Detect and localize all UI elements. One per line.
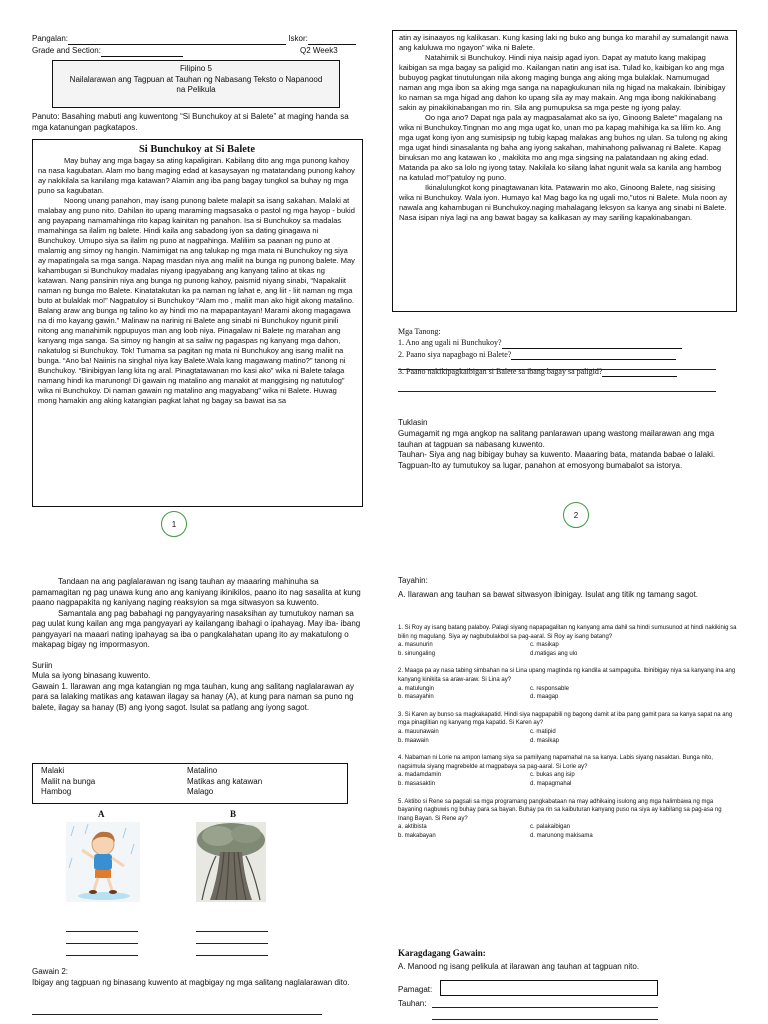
gawain-2-title: Gawain 2:: [32, 967, 69, 976]
options: [398, 685, 738, 702]
answer-blank[interactable]: [602, 369, 677, 377]
option[interactable]: b. masayahin: [398, 694, 434, 701]
gawain-2-text: Ibigay ang tagpuan ng binasang kuwento at magbigay ng mga salitang naglalarawan dito.: [32, 978, 350, 987]
word-list-col2: [187, 766, 339, 798]
option[interactable]: c. masikap: [530, 642, 559, 649]
answer-blank[interactable]: [32, 1014, 322, 1015]
options: [398, 641, 738, 658]
word: Hambog: [41, 787, 72, 797]
story-paragraph: Natahimik si Bunchukoy. Hindi niya naisip agad iyon. Dapat ay matuto kang makipag kaibigan sa mga bagay sa paligid mo. Kailangan natin ang isat isa. Tulad ko, kaibigan ko ang mga bubuyog pagkat tinutulungan nila akong maging bunga ang aking mga bulaklak. Namumugad naman ang mga ibon sa aking mga sanga na napagkukunan nila ng higad na makakain. Ibinibigay ko naman sa mga higad ang dahon ko upang sila ay may makain. Ang mga ibong nakikinabang sakin ay pinakikinabangan mo rin. Sila ang pumupuksa sa mga peste ng iyong palay.: [399, 53, 726, 112]
story-paragraph: atin ay isinaayos ng kalikasan. Kung kasing laki ng buko ang bunga ko marahil ay sumalangit nawa ang kaluluwa mo ngayon” wika ni Balete.: [399, 33, 729, 52]
option[interactable]: c. matipid: [530, 728, 556, 735]
answer-blank[interactable]: [398, 369, 716, 370]
story-paragraph: Oo nga ano? Dapat nga pala ay magpasalamat ako sa iyo, Ginoong Balete” magalang na wika ni Bunchukoy.Tingnan mo ang mga ugat ko, unan mo pa kapag mahihiga ka sa lilim ko. Ang mga ugat kong iyon ang sumisipsip ng tubig kapag malakas ang buhos ng ulan. Sa tulong ng aking mga ugat hindi sinasalanta ng baha ang iyong sakahan, mahinahong paliwanag ni Balete. Kapag binuksan mo ang katawan ko , makikita mo ang mga singsing na palatandaan ng aking edad. Matanda pa ako sa lolo ng iyong tatay. Nakilala ko silang lahat ngunit wala sa kanila ang hambog na katulad mo!”patuloy ng puno.: [399, 113, 728, 182]
answer-blank[interactable]: [502, 341, 682, 349]
tayahin-section: [398, 576, 738, 600]
question-1: 1. Ano ang ugali ni Bunchukoy?: [398, 337, 738, 348]
tayahin-items: [398, 624, 738, 840]
subject: Filipino 5: [179, 64, 212, 73]
story-box-1: [32, 139, 363, 507]
name-line: Pangalan: Iskor:: [32, 34, 362, 45]
word: Maliit na bunga: [41, 776, 96, 786]
option[interactable]: b. masasaktin: [398, 780, 436, 787]
option[interactable]: a. masunurin: [398, 642, 433, 649]
tayahin-instruction: A. Ilarawan ang tauhan sa bawat sitwasyon ibinigay. Isulat ang titik ng tamang sagot.: [398, 589, 699, 599]
option[interactable]: d. maagap: [530, 694, 559, 701]
options: [398, 771, 738, 788]
answer-blank-b1[interactable]: [196, 931, 268, 932]
page-number-2: 2: [563, 502, 589, 528]
option[interactable]: d. mapagmahal: [530, 780, 572, 787]
tayahin-title: Tayahin:: [398, 576, 428, 585]
tuklasin-title: Tuklasin: [398, 418, 428, 427]
week-label: Q2 Week3: [300, 46, 338, 55]
instruction: Panuto: Basahing mabuti ang kuwentong “Si Bunchukoy at si Balete” at maging handa sa mga katanungan pagkatapos.: [32, 112, 349, 132]
answer-blank-b3[interactable]: [196, 955, 268, 956]
option[interactable]: d. masikap: [530, 737, 560, 744]
tuklasin-line: Gumagamit ng mga angkop na salitang panlarawan upang wastong mailarawan ang mga tauhan at tagpuan sa nabasang kuwento.: [398, 428, 715, 449]
score-blank[interactable]: [308, 37, 356, 45]
options: [398, 823, 738, 840]
answer-blank-a3[interactable]: [66, 955, 138, 956]
question-item: 1. Si Roy ay isang batang palaboy. Palagi siyang napapagalitan ng kanyang ama dahil sa hindi sumusunod at hindi nakikinig sa bilin ng magulang. Siya ay nagbubulakbol sa pag-aaral. Si Roy ay isang batang? a. masunurin c. masikap b. sinungaling d.matigas ang ulo: [398, 625, 737, 657]
answer-blank[interactable]: [511, 352, 676, 360]
story-paragraph: Ikinalulungkot kong pinagtawanan kita. Patawarin mo ako, Ginoong Balete, nag sisising wika ni Bunchukoy. Wala iyon. Humayo ka! Mag bago ka ng ugali mo,”utos ni Balete. Mula noon ay nawala ang kahambugan ni Bunchukoy.naging mahalagang leksyon sa kanya ang sinabi ni Balete. Nasa isipan niya lagi na ang bawat bagay sa kalikasan ay may sariling kapakinabangan.: [399, 183, 728, 222]
grade-line: Grade and Section: Q2 Week3: [32, 46, 338, 55]
page-number-1: 1: [161, 511, 187, 537]
word: Malago: [187, 787, 214, 797]
lesson-title: Nailalarawan ang Tagpuan at Tauhan ng Nabasang Teksto o Napanood na Pelikula: [69, 74, 323, 95]
paragraph: Tandaan na ang paglalarawan ng isang tauhan ay maaaring mahinuha sa pamamagitan ng pag unawa kung ano ang kaniyang ikinikilos, paano ito nag sasalita at kung paano nagpapakita ng kaniyang naging reaksyion sa mga sitwasyon sa kuwento.: [32, 577, 361, 607]
option[interactable]: d. marunong makisama: [530, 832, 593, 839]
lesson-title-box: [52, 60, 340, 108]
answer-blank-b2[interactable]: [196, 943, 268, 944]
tuklasin-line: Tauhan- Siya ang nag bibigay buhay sa kuwento. Maaaring bata, matanda babae o lalaki.: [398, 450, 716, 460]
gawain-2-section: [32, 966, 368, 988]
question-item: 3. Si Karen ay bunso sa magkakapatid. Hindi siya nagpapabili ng bagong damit at iba pang gamit para sa kanya sapat na ang mga pinaglitian ng kanyang mga kapatid. Si Karen ay? a. mauunawain c. matipid b. maawain d. masikap: [398, 711, 738, 745]
option[interactable]: a. mauunawain: [398, 728, 439, 735]
grade-blank[interactable]: [101, 49, 183, 57]
story-paragraph: Noong unang panahon, may isang punong balete malapit sa isang sakahan. Malaki at malabay ang puno nito. Dahilan ito upang maraming magsasaka o pastol ng mga hayop - bukid ang payapang namamahinga rito kapag kainitan ng panahon. Isa si Bunchukoy sa madalas mamahinga sa ilalim ng balete. Hindi kaila ang sabadong iyon sa dating ginagawa ni Bunchukoy. Umupo siya sa ilalim ng puno at nagpahinga. Maliliim sa paanan ng puno at malamig ang simoy ng hangin. Namimigat na ang talukap ng mga mata ni Bunchukoy ng siya ay mapatingala sa mga sanga. Napag masdan niya ang maliit na bunga ng punong balete. May kahambugan si Bunchukoy madalas niyang ipagyabang ang kanyang talino at tikas ng katawan. Nang pansinin niya ang bunga ng punong kahoy, paismid niyang sinabi, “Napakaliit naman ng bunga mo Balete. Kinatatakutan ka pa naman ng lahat e, ang liit - liit naman ng mga buto at bulaklak mo!” Nagpatuloy si Bunchukoy “Alam mo , maliit man ako higit akong matalino. Balang araw ang bunga ng talino ko ay hindi mo na mapapantayan! Marami akong magagawa na di mo kayang gawin.” Malinaw na narinig ni Balete ang sinabi ni Bunchukoy ngunit pinili nitong ang manahimik ngpupuyos man ang loob niya. Pinagalaw ni Balete ng marahan ang kanyang mga sanga. Sa simoy ng hangin at sa saliw ng pagaspas ng kanyang mga dahon, nakatulog si Bunchukoy. Tok! Tumama sa pagitan ng mata ni Bunchukoy ang isang maliit na bunga. “Ano ba! Naiinis na singhal niya kay Balete.Wala kang magawang matino?” tanong ni Bunchukoy. “Binibigyan lang kita ng aral. Pinagtatawanan mo kasi ako” wika ni Balete talaga namang hindi ka marunong! Di gawain ng matalino ang manakit at manggising ng natutulog” wika ni Bunchukoy. Di naman gawain ng matalino ang magyabang” wika ni Balete. Huwag mong hamakin ang aking katangian pagkat lahat ng bagay sa bawat isa sa: [38, 196, 355, 405]
balete-tree-illustration: [196, 822, 266, 902]
option[interactable]: b. sinungaling: [398, 650, 436, 657]
gawain-1: Gawain 1. Ilarawan ang mga katangian ng mga tauhan, kung ang salitang naglalarawan ay para sa lalaking matikas ang katawan ilagay sa hanay (A), at kung para naman sa puno ng balete, ilagay sa hanay (B) ang iyong sagot. Isulat sa patlang ang iyong sagot.: [32, 681, 354, 712]
question-item: 4. Nabaman ni Lorie na ampon lamang siya sa pamilyang napamahal na sa kanya. Labis siyang nasaktan. Bunga nito, nagsimula siyang magrebelde at magpabaya sa pag-aaral. Si Lorie ay? a. madamdamin c. bukas ang isip b. masasaktin d. mapagmahal: [398, 754, 738, 788]
word: Matalino: [187, 766, 218, 775]
pamagat-input[interactable]: [440, 980, 658, 996]
option[interactable]: a. matulungin: [398, 685, 435, 692]
suriin-sub: Mula sa iyong binasang kuwento.: [32, 671, 151, 680]
column-b-label: B: [230, 809, 237, 819]
pamagat-label: Pamagat:: [398, 985, 433, 994]
answer-blank[interactable]: [398, 391, 716, 392]
name-blank[interactable]: [68, 37, 286, 45]
question-item: 2. Maaga pa ay nasa tabing simbahan na si Lina upang magtinda ng kandila at sampaguita. Ibinibigay niya sa kanyang ina ang kanyang kinikita sa araw-araw. Si Lina ay? a. matulungin c. responsable b. masayahin d. maagap: [398, 667, 738, 701]
options: [398, 728, 738, 745]
boy-illustration: [66, 822, 140, 902]
answer-blank-a1[interactable]: [66, 931, 138, 932]
option[interactable]: c. responsable: [530, 685, 570, 692]
option[interactable]: d.matigas ang ulo: [530, 650, 578, 657]
answer-blank[interactable]: [432, 1019, 658, 1020]
story-box-2: [392, 30, 737, 312]
question-item: 5. Aktibo si Rene sa pagsali sa mga programang pangkabataan na may adhikaing isulong ang mga halimbawa ng mga bayaning nagbuwis ng buhay para sa bayan. Buhay pa rin sa kaibuturan kanyang puso na siya ay kabilang sa pag-asa ng Inang Bayan. Si Rene ay? a. aktibista c. palakaibigan b. makabayan d. marunong makisama: [398, 798, 738, 841]
suriin-title: Suriin: [32, 660, 53, 670]
option[interactable]: a. aktibista: [398, 824, 427, 831]
option[interactable]: c. palakaibigan: [530, 824, 571, 831]
story-title: Si Bunchukoy at Si Balete: [138, 144, 256, 155]
column-a-label: A: [98, 809, 105, 819]
karagdagan-instruction: A. Manood ng isang pelikula at ilarawan ang tauhan at tagpuan nito.: [398, 962, 640, 971]
tuklasin-line: Tagpuan-Ito ay tumutukoy sa lugar, panahon at emosyong bumabalot sa istorya.: [398, 461, 683, 471]
tuklasin-section: [398, 418, 736, 472]
option[interactable]: c. bukas ang isip: [530, 772, 575, 779]
option[interactable]: a. madamdamin: [398, 772, 442, 779]
question-3: 3. Paano nakikipagkaibigan si Balete sa ibang bagay sa paligid?: [398, 366, 738, 377]
question-2: 2. Paano siya napagbago ni Balete?: [398, 349, 738, 360]
word-list-col1: [41, 766, 187, 798]
karagdagan-title: Karagdagang Gawain:: [398, 948, 486, 958]
answer-blank-a2[interactable]: [66, 943, 138, 944]
option[interactable]: b. maawain: [398, 737, 429, 744]
paragraph: Samantala ang pag babahagi ng pangyayaring nasaksihan ay tumutukoy naman sa pag uulat kung kailan ang mga pangyayari ay kailangang ibahagi o ipahayag. May iba- ibang pangyayari na maaari nating ipahayag sa iba o pangkalahatan upang ito ay makatulong o makapag bigay ng impormasyon.: [32, 608, 361, 649]
tauhan-label: Tauhan:: [398, 999, 427, 1008]
word-box: [32, 763, 348, 804]
tauhan-blank[interactable]: [432, 1007, 658, 1008]
lower-left-text: [32, 577, 368, 713]
option[interactable]: b. makabayan: [398, 832, 436, 839]
questions-title: Mga Tanong:: [398, 327, 441, 336]
word: Matikas ang katawan: [187, 776, 263, 786]
word: Malaki: [41, 766, 65, 775]
story-paragraph: May buhay ang mga bagay sa ating kapaligiran. Kabilang dito ang mga punong kahoy na nasa kagubatan. Alam mo bang maging edad at kasaysayan ng matatandang punong kahoy ay nakikilala sa kanilang mga katawan? Alamin ang iba pang bagay tungkol sa buhay ng mga puno sa kagubatan.: [38, 156, 355, 195]
